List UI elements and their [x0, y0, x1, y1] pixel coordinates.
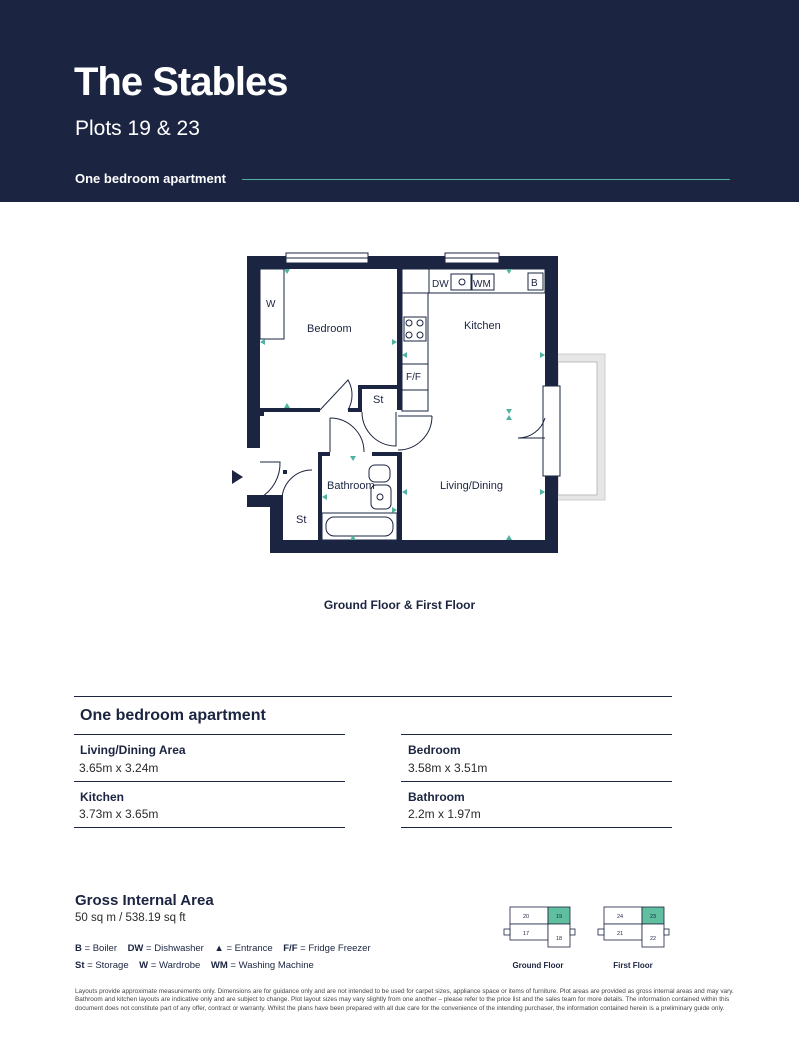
dimension-label: Living/Dining Area — [80, 743, 186, 757]
dimension-value: 3.65m x 3.24m — [79, 761, 159, 775]
legend-text: = Boiler — [81, 943, 117, 954]
table-rule — [74, 734, 345, 735]
page-title: The Stables — [74, 60, 288, 104]
entrance-arrow-icon — [232, 470, 243, 484]
table-rule — [401, 827, 672, 828]
legend-text: = Entrance — [223, 943, 273, 954]
dimension-value: 3.58m x 3.51m — [408, 761, 488, 775]
table-rule — [74, 827, 345, 828]
legend-key: DW — [127, 943, 144, 954]
keyplan-plot-number: 18 — [556, 936, 563, 942]
dishwasher-label: DW — [432, 279, 449, 290]
keyplan-plot-number: 19 — [556, 914, 563, 920]
legend-key: B — [75, 943, 82, 954]
keyplan-plot-number: 21 — [617, 931, 624, 937]
legend-key: WM — [210, 960, 228, 971]
room-label-bathroom: Bathroom — [327, 480, 375, 492]
plots-subtitle: Plots 19 & 23 — [75, 117, 200, 140]
keyplan-plot-number: 20 — [523, 914, 530, 920]
legend-key: F/F — [283, 943, 298, 954]
wardrobe-label: W — [266, 299, 276, 310]
sink — [451, 274, 471, 290]
dimension-label: Bathroom — [408, 790, 465, 804]
keyplan-ground-label: Ground Floor — [512, 961, 564, 970]
table-rule — [401, 781, 672, 782]
fridge-freezer-label: F/F — [406, 372, 421, 383]
washing-machine-label: WM — [473, 279, 491, 290]
room-label-store-upper: St — [373, 394, 384, 406]
legend-text: = Washing Machine — [227, 960, 314, 971]
keyplan-plot-number: 22 — [650, 936, 657, 942]
keyplan-first-label: First Floor — [613, 961, 653, 970]
room-label-store-lower: St — [296, 514, 307, 526]
legend-key: St — [75, 960, 85, 971]
kitchen-worktop-side — [402, 293, 428, 411]
gia-title: Gross Internal Area — [75, 892, 214, 909]
keyplan-first — [597, 905, 671, 950]
legend-key: W — [139, 960, 149, 971]
gia-value: 50 sq m / 538.19 sq ft — [75, 912, 186, 924]
entrance-gap — [244, 455, 264, 495]
table-rule — [401, 734, 672, 735]
dimension-label: Kitchen — [80, 790, 125, 804]
keyplan-ground — [503, 905, 577, 950]
legend-text: = Dishwasher — [143, 943, 204, 954]
legend-text: = Storage — [84, 960, 129, 971]
dimension-label: Bedroom — [408, 743, 461, 757]
room-label-kitchen: Kitchen — [464, 320, 501, 332]
legend-line-2 — [75, 960, 314, 971]
keyplan-plot-number: 23 — [650, 914, 657, 920]
dimension-value: 2.2m x 1.97m — [408, 807, 481, 821]
legend-text: = Fridge Freezer — [297, 943, 371, 954]
table-rule — [74, 781, 345, 782]
dimension-value: 3.73m x 3.65m — [79, 807, 159, 821]
floor-plan-caption: Ground Floor & First Floor — [323, 598, 476, 612]
legend-line-1 — [75, 943, 371, 954]
keyplan-plot-number: 24 — [617, 914, 624, 920]
table-title: One bedroom apartment — [80, 707, 266, 724]
room-label-bedroom: Bedroom — [307, 323, 352, 335]
balcony-door — [543, 386, 560, 476]
room-label-living-dining: Living/Dining — [440, 480, 503, 492]
boiler-label: B — [531, 278, 538, 289]
legend-key: ▲ — [214, 943, 224, 954]
apartment-type: One bedroom apartment — [75, 171, 226, 186]
table-top-rule — [74, 696, 672, 697]
keyplan-plot-number: 17 — [523, 931, 530, 937]
disclaimer: Layouts provide approximate measurements only. Dimensions are for guidance only and are not intended to be used for carpet sizes, appliance space or items of furniture. Plot areas are provided as gross internal areas and may vary. Bathroom and kitchen layouts are indicative only and are subject to change. Plot layout sizes may vary slightly from one another – please refer to the price list and the sales team for more details. The information contained within this document does not constitute part of any offer, contract or warranty. Whilst the plans have been prepared with all due care for the convenience of the intending purchaser, the information contained herein is a preliminary guide only. — [75, 988, 734, 1012]
legend-text: = Wardrobe — [148, 960, 201, 971]
